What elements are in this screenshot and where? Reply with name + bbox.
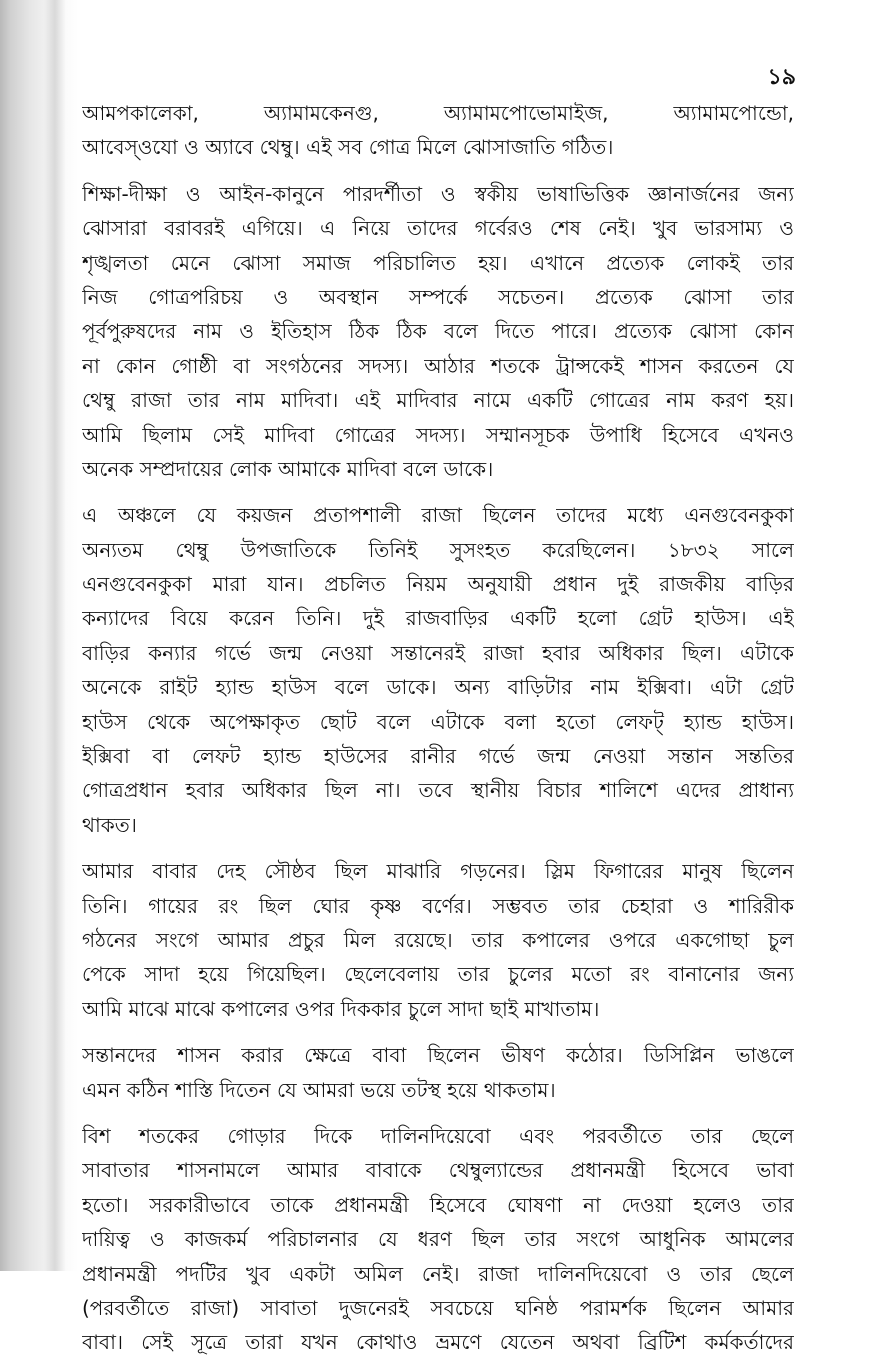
- paragraph-5: [82, 1038, 794, 1107]
- text-line: পূর্বপুরুষদের নাম ও ইতিহাস ঠিক ঠিক বলে দিতে পারে। প্রত্যেক ঝোসা কোন: [82, 319, 794, 344]
- text-line: দায়িত্ব ও কাজকর্ম পরিচালনার যে ধরণ ছিল তার সংগে আধুনিক আমলের: [82, 1227, 794, 1252]
- page-number: ১৯: [767, 65, 796, 90]
- text-line: হাউস থেকে অপেক্ষাকৃত ছোট বলে এটাকে বলা হতো লেফট্ হ্যান্ড হাউস।: [82, 709, 794, 734]
- text-line: গোত্রপ্রধান হবার অধিকার ছিল না। তবে স্থানীয় বিচার শালিশে এদের প্রাধান্য: [82, 778, 794, 803]
- text-line: আমি ছিলাম সেই মাদিবা গোত্রের সদস্য। সম্মানসূচক উপাধি হিসেবে এখনও: [82, 422, 794, 447]
- text-line: না কোন গোষ্ঠী বা সংগঠনের সদস্য। আঠার শতকে ট্রান্সকেই শাসন করতেন যে: [82, 353, 794, 378]
- text-line: কন্যাদের বিয়ে করেন তিনি। দুই রাজবাড়ির একটি হলো গ্রেট হাউস। এই: [82, 606, 794, 631]
- text-line: অনেকে রাইট হ্যান্ড হাউস বলে ডাকে। অন্য বাড়িটার নাম ইক্সিবা। এটা গ্রেট: [82, 675, 794, 700]
- text-line: আমার বাবার দেহ সৌষ্ঠব ছিল মাঝারি গড়নের। স্লিম ফিগারের মানুষ ছিলেন: [82, 859, 794, 884]
- text-line: বাবা। সেই সূত্রে তারা যখন কোথাও ভ্রমণে যেতেন অথবা ব্রিটিশ কর্মকর্তাদের: [82, 1330, 794, 1355]
- text-line: গঠনের সংগে আমার প্রচুর মিল রয়েছে। তার কপালের ওপরে একগোছা চুল: [82, 927, 794, 952]
- text-line: বাড়ির কন্যার গর্ভে জন্ম নেওয়া সন্তানেরই রাজা হবার অধিকার ছিল। এটাকে: [82, 640, 794, 665]
- text-line: ইক্সিবা বা লেফট হ্যান্ড হাউসের রানীর গর্ভে জন্ম নেওয়া সন্তান সন্ততির: [82, 744, 794, 769]
- text-line: অনেক সম্প্রদায়ের লোক আমাকে মাদিবা বলে ডাকে।: [82, 456, 494, 481]
- text-line: (পরবর্তীতে রাজা) সাবাতা দুজনেরই সবচেয়ে ঘনিষ্ঠ পরামর্শক ছিলেন আমার: [82, 1295, 794, 1320]
- text-line: সাবাতার শাসনামলে আমার বাবাকে থেম্বুল্যান্ডের প্রধানমন্ত্রী হিসেবে ভাবা: [82, 1158, 794, 1183]
- text-line: এনগুবেনকুকা মারা যান। প্রচলিত নিয়ম অনুযায়ী প্রধান দুই রাজকীয় বাড়ির: [82, 572, 794, 597]
- text-line: আমপকালেকা, অ্যামামকেনগু, অ্যামামপোভোমাইজ, অ্যামামপোন্ডো,: [82, 101, 794, 125]
- text-line: থেম্বু রাজা তার নাম মাদিবা। এই মাদিবার নামে একটি গোত্রের নাম করণ হয়।: [82, 388, 794, 413]
- page-gutter-shadow: [0, 0, 78, 1271]
- page-body: [82, 96, 794, 1372]
- text-line: তিনি। গায়ের রং ছিল ঘোর কৃষ্ণ বর্ণের। সম্ভবত তার চেহারা ও শারিরীক: [82, 893, 794, 918]
- text-line: ঝোসারা বরাবরই এগিয়ে। এ নিয়ে তাদের গর্বেরও শেষ নেই। খুব ভারসাম্য ও: [82, 216, 794, 241]
- text-line: থাকত।: [82, 812, 137, 837]
- paragraph-1: [82, 96, 794, 165]
- binding-shadow: [44, 0, 66, 1271]
- paragraph-4: [82, 854, 794, 1026]
- text-line: এ অঞ্চলে যে কয়জন প্রতাপশালী রাজা ছিলেন তাদের মধ্যে এনগুবেনকুকা: [82, 503, 794, 528]
- text-line: এমন কঠিন শাস্তি দিতেন যে আমরা ভয়ে তটস্থ হয়ে থাকতাম।: [82, 1077, 556, 1102]
- text-line: বিশ শতকের গোড়ার দিকে দালিনদিয়েবো এবং পরবর্তীতে তার ছেলে: [82, 1123, 794, 1148]
- paragraph-3: [82, 498, 794, 842]
- text-line: নিজ গোত্রপরিচয় ও অবস্থান সম্পর্কে সচেতন। প্রত্যেক ঝোসা তার: [82, 284, 794, 309]
- text-line: সন্তানদের শাসন করার ক্ষেত্রে বাবা ছিলেন ভীষণ কঠোর। ডিসিপ্লিন ভাঙলে: [82, 1043, 794, 1068]
- text-line: পেকে সাদা হয়ে গিয়েছিল। ছেলেবেলায় তার চুলের মতো রং বানানোর জন্য: [82, 962, 794, 987]
- text-line: আমি মাঝে মাঝে কপালের ওপর দিককার চুলে সাদা ছাই মাখাতাম।: [82, 996, 600, 1021]
- text-line: প্রধানমন্ত্রী পদটির খুব একটা অমিল নেই। রাজা দালিনদিয়েবো ও তার ছেলে: [82, 1261, 794, 1286]
- text-line: শিক্ষা-দীক্ষা ও আইন-কানুনে পারদর্শীতা ও স্বকীয় ভাষাভিত্তিক জ্ঞানার্জনের জন্য: [82, 181, 794, 206]
- paragraph-2: [82, 177, 794, 487]
- text-line: শৃঙ্খলতা মেনে ঝোসা সমাজ পরিচালিত হয়। এখানে প্রত্যেক লোকই তার: [82, 250, 794, 275]
- text-line: অন্যতম থেম্বু উপজাতিকে তিনিই সুসংহত করেছিলেন। ১৮৩২ সালে: [82, 537, 794, 562]
- text-line: আবেস্ওযো ও অ্যাবে থেম্বু। এই সব গোত্র মিলে ঝোসাজাতি গঠিত।: [82, 135, 614, 160]
- paragraph-6: [82, 1119, 794, 1360]
- text-line: হতো। সরকারীভাবে তাকে প্রধানমন্ত্রী হিসেবে ঘোষণা না দেওয়া হলেও তার: [82, 1192, 794, 1217]
